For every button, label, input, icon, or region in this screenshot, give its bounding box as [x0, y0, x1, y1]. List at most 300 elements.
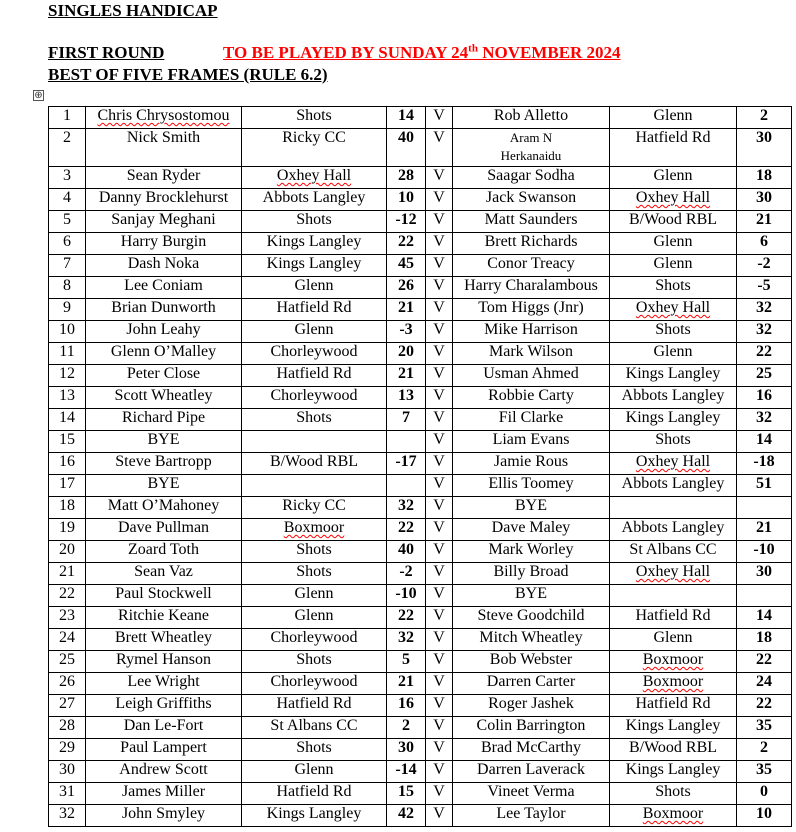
table-row: [49, 387, 792, 409]
table-row: [49, 717, 792, 739]
versus-label: V: [426, 739, 453, 761]
fixture-number: 22: [49, 585, 86, 607]
fixture-number: 16: [49, 453, 86, 475]
home-handicap: [387, 431, 426, 453]
home-player: Dave Pullman: [86, 519, 242, 541]
home-club: Glenn: [242, 585, 387, 607]
fixture-number: 4: [49, 189, 86, 211]
away-club: Kings Langley: [610, 365, 737, 387]
home-club: [242, 431, 387, 453]
home-player: Matt O’Mahoney: [86, 497, 242, 519]
away-club: Abbots Langley: [610, 387, 737, 409]
away-handicap: 16: [737, 387, 792, 409]
away-player: Bob Webster: [453, 651, 610, 673]
away-club-text: Oxhey Hall: [635, 563, 711, 580]
away-club: [610, 585, 737, 607]
home-player: Paul Stockwell: [86, 585, 242, 607]
home-handicap: -2: [387, 563, 426, 585]
away-handicap: 14: [737, 431, 792, 453]
table-row: [49, 761, 792, 783]
home-handicap: 16: [387, 695, 426, 717]
versus-label: V: [426, 343, 453, 365]
away-handicap: 18: [737, 167, 792, 189]
away-player: Brad McCarthy: [453, 739, 610, 761]
versus-label: V: [426, 783, 453, 805]
home-club: Chorleywood: [242, 673, 387, 695]
fixtures-body: [49, 107, 792, 827]
away-player: BYE: [453, 497, 610, 519]
away-player: Ellis Toomey: [453, 475, 610, 497]
table-row: [49, 673, 792, 695]
home-player: Paul Lampert: [86, 739, 242, 761]
fixture-number: 15: [49, 431, 86, 453]
away-club-text: Boxmoor: [642, 805, 704, 822]
home-handicap: 22: [387, 233, 426, 255]
away-handicap: 2: [737, 739, 792, 761]
home-player: Dan Le-Fort: [86, 717, 242, 739]
home-handicap: 14: [387, 107, 426, 129]
fixture-number: 1: [49, 107, 86, 129]
away-club: Hatfield Rd: [610, 607, 737, 629]
home-player: Brian Dunworth: [86, 299, 242, 321]
away-player: Matt Saunders: [453, 211, 610, 233]
away-player: Saagar Sodha: [453, 167, 610, 189]
home-player: John Leahy: [86, 321, 242, 343]
versus-label: V: [426, 475, 453, 497]
home-handicap: 2: [387, 717, 426, 739]
home-club: Chorleywood: [242, 629, 387, 651]
away-handicap: 24: [737, 673, 792, 695]
away-club-text: Oxhey Hall: [635, 189, 711, 206]
away-club: Kings Langley: [610, 761, 737, 783]
away-handicap: 32: [737, 299, 792, 321]
fixture-number: 29: [49, 739, 86, 761]
away-club: [610, 563, 737, 585]
home-player: BYE: [86, 475, 242, 497]
home-player: Steve Bartropp: [86, 453, 242, 475]
home-player: John Smyley: [86, 805, 242, 827]
home-handicap: 7: [387, 409, 426, 431]
away-handicap: 51: [737, 475, 792, 497]
versus-label: V: [426, 299, 453, 321]
home-club: Ricky CC: [242, 129, 387, 167]
home-player: Brett Wheatley: [86, 629, 242, 651]
versus-label: V: [426, 629, 453, 651]
home-player: Dash Noka: [86, 255, 242, 277]
round-heading: FIRST ROUND: [48, 43, 165, 62]
home-player: [86, 107, 242, 129]
away-club-text: Boxmoor: [642, 651, 704, 668]
away-club: Shots: [610, 431, 737, 453]
table-row: [49, 211, 792, 233]
away-player: Mike Harrison: [453, 321, 610, 343]
fixture-number: 23: [49, 607, 86, 629]
fixture-number: 30: [49, 761, 86, 783]
deadline-ordinal: th: [468, 42, 478, 55]
home-player: Andrew Scott: [86, 761, 242, 783]
away-club: Glenn: [610, 629, 737, 651]
away-handicap: 32: [737, 409, 792, 431]
fixture-number: 3: [49, 167, 86, 189]
away-club: [610, 497, 737, 519]
fixture-number: 18: [49, 497, 86, 519]
home-handicap: 22: [387, 607, 426, 629]
table-row: [49, 651, 792, 673]
fixture-number: 7: [49, 255, 86, 277]
away-club: Kings Langley: [610, 717, 737, 739]
home-club: Kings Langley: [242, 805, 387, 827]
versus-label: V: [426, 673, 453, 695]
away-handicap: [737, 497, 792, 519]
away-club: Glenn: [610, 107, 737, 129]
away-player: Vineet Verma: [453, 783, 610, 805]
home-player: Harry Burgin: [86, 233, 242, 255]
home-handicap: 10: [387, 189, 426, 211]
home-player: Sean Ryder: [86, 167, 242, 189]
table-row: [49, 805, 792, 827]
fixture-number: 28: [49, 717, 86, 739]
table-row: [49, 343, 792, 365]
away-player: Roger Jashek: [453, 695, 610, 717]
home-handicap: 21: [387, 365, 426, 387]
away-handicap: 21: [737, 211, 792, 233]
home-handicap: 5: [387, 651, 426, 673]
away-handicap: -5: [737, 277, 792, 299]
fixture-number: 8: [49, 277, 86, 299]
home-club: Chorleywood: [242, 387, 387, 409]
fixture-number: 25: [49, 651, 86, 673]
home-handicap: 42: [387, 805, 426, 827]
fixture-number: 26: [49, 673, 86, 695]
home-handicap: 32: [387, 497, 426, 519]
away-handicap: 35: [737, 717, 792, 739]
away-handicap: 32: [737, 321, 792, 343]
fixture-number: 13: [49, 387, 86, 409]
home-club: Glenn: [242, 607, 387, 629]
away-player: Robbie Carty: [453, 387, 610, 409]
versus-label: V: [426, 805, 453, 827]
away-club-text: Oxhey Hall: [635, 453, 711, 470]
away-handicap: 25: [737, 365, 792, 387]
versus-label: V: [426, 211, 453, 233]
away-handicap: 6: [737, 233, 792, 255]
home-club: Chorleywood: [242, 343, 387, 365]
home-club: Ricky CC: [242, 497, 387, 519]
away-player: Harry Charalambous: [453, 277, 610, 299]
home-club: Hatfield Rd: [242, 365, 387, 387]
away-player: Usman Ahmed: [453, 365, 610, 387]
away-club-text: Boxmoor: [642, 673, 704, 690]
versus-label: V: [426, 365, 453, 387]
home-club: Hatfield Rd: [242, 299, 387, 321]
home-club: B/Wood RBL: [242, 453, 387, 475]
versus-label: V: [426, 541, 453, 563]
home-club: Shots: [242, 107, 387, 129]
home-player: Ritchie Keane: [86, 607, 242, 629]
away-player: [453, 129, 610, 167]
away-handicap: -10: [737, 541, 792, 563]
away-club: Glenn: [610, 167, 737, 189]
match-format: BEST OF FIVE FRAMES (RULE 6.2): [48, 65, 328, 84]
table-row: [49, 255, 792, 277]
versus-label: V: [426, 387, 453, 409]
table-row: [49, 233, 792, 255]
home-club: Abbots Langley: [242, 189, 387, 211]
away-handicap: 30: [737, 129, 792, 167]
home-handicap: 32: [387, 629, 426, 651]
table-row: [49, 585, 792, 607]
home-handicap: -12: [387, 211, 426, 233]
home-club: Glenn: [242, 277, 387, 299]
home-player: Richard Pipe: [86, 409, 242, 431]
table-row: [49, 739, 792, 761]
away-player: Fil Clarke: [453, 409, 610, 431]
table-row: [49, 453, 792, 475]
fixture-number: 11: [49, 343, 86, 365]
away-player: Conor Treacy: [453, 255, 610, 277]
versus-label: V: [426, 107, 453, 129]
fixture-number: 2: [49, 129, 86, 167]
away-club: B/Wood RBL: [610, 211, 737, 233]
away-club: [610, 805, 737, 827]
away-handicap: 10: [737, 805, 792, 827]
home-handicap: 40: [387, 129, 426, 167]
versus-label: V: [426, 233, 453, 255]
home-handicap: -17: [387, 453, 426, 475]
home-player: Rymel Hanson: [86, 651, 242, 673]
table-row: [49, 431, 792, 453]
home-handicap: 30: [387, 739, 426, 761]
fixture-number: 19: [49, 519, 86, 541]
table-row: [49, 695, 792, 717]
away-handicap: -2: [737, 255, 792, 277]
home-player: Sanjay Meghani: [86, 211, 242, 233]
away-player: Lee Taylor: [453, 805, 610, 827]
home-player: James Miller: [86, 783, 242, 805]
home-player: Sean Vaz: [86, 563, 242, 585]
home-club: [242, 167, 387, 189]
away-handicap: 18: [737, 629, 792, 651]
away-club: Kings Langley: [610, 409, 737, 431]
fixture-number: 14: [49, 409, 86, 431]
away-player: Steve Goodchild: [453, 607, 610, 629]
home-club: Hatfield Rd: [242, 783, 387, 805]
away-player: Dave Maley: [453, 519, 610, 541]
away-club: [610, 651, 737, 673]
table-row: [49, 189, 792, 211]
home-player: Nick Smith: [86, 129, 242, 167]
table-row: [49, 299, 792, 321]
away-player: Jack Swanson: [453, 189, 610, 211]
home-club: [242, 475, 387, 497]
home-club: Shots: [242, 541, 387, 563]
away-handicap: 22: [737, 695, 792, 717]
away-handicap: 35: [737, 761, 792, 783]
fixture-number: 27: [49, 695, 86, 717]
away-handicap: 22: [737, 651, 792, 673]
deadline-prefix: TO BE PLAYED BY SUNDAY 24: [223, 43, 469, 62]
away-club-text: Oxhey Hall: [635, 299, 711, 316]
home-handicap: 13: [387, 387, 426, 409]
home-handicap: -10: [387, 585, 426, 607]
versus-label: V: [426, 189, 453, 211]
away-club: [610, 189, 737, 211]
away-club: Shots: [610, 321, 737, 343]
away-handicap: 2: [737, 107, 792, 129]
home-handicap: -14: [387, 761, 426, 783]
versus-label: V: [426, 167, 453, 189]
move-icon[interactable]: ⊕: [34, 90, 43, 101]
fixture-number: 12: [49, 365, 86, 387]
table-row: [49, 365, 792, 387]
home-club: Shots: [242, 563, 387, 585]
home-club: Shots: [242, 211, 387, 233]
home-player: Peter Close: [86, 365, 242, 387]
away-club: St Albans CC: [610, 541, 737, 563]
home-handicap: 28: [387, 167, 426, 189]
fixtures-table: [48, 106, 792, 827]
table-row: [49, 277, 792, 299]
table-row: [49, 519, 792, 541]
home-player: Scott Wheatley: [86, 387, 242, 409]
versus-label: V: [426, 409, 453, 431]
table-row: [49, 107, 792, 129]
table-row: [49, 409, 792, 431]
away-handicap: [737, 585, 792, 607]
home-handicap: 45: [387, 255, 426, 277]
home-club: [242, 519, 387, 541]
table-row: [49, 541, 792, 563]
versus-label: V: [426, 651, 453, 673]
table-row: [49, 783, 792, 805]
versus-label: V: [426, 321, 453, 343]
deadline-rest: NOVEMBER 2024: [477, 43, 621, 62]
home-player: Zoard Toth: [86, 541, 242, 563]
away-handicap: 22: [737, 343, 792, 365]
away-club: [610, 673, 737, 695]
versus-label: V: [426, 453, 453, 475]
home-club: St Albans CC: [242, 717, 387, 739]
fixture-number: 24: [49, 629, 86, 651]
home-handicap: 40: [387, 541, 426, 563]
home-player: Leigh Griffiths: [86, 695, 242, 717]
versus-label: V: [426, 519, 453, 541]
away-handicap: 14: [737, 607, 792, 629]
away-player: Liam Evans: [453, 431, 610, 453]
home-player: Lee Coniam: [86, 277, 242, 299]
versus-label: V: [426, 761, 453, 783]
home-club-text: Oxhey Hall: [276, 167, 352, 184]
home-club: Glenn: [242, 761, 387, 783]
fixture-number: 6: [49, 233, 86, 255]
away-player: Colin Barrington: [453, 717, 610, 739]
fixture-number: 5: [49, 211, 86, 233]
fixture-number: 32: [49, 805, 86, 827]
away-handicap: 30: [737, 189, 792, 211]
home-club: Kings Langley: [242, 233, 387, 255]
table-row: [49, 167, 792, 189]
home-handicap: 21: [387, 299, 426, 321]
away-club: Glenn: [610, 233, 737, 255]
away-club: Shots: [610, 783, 737, 805]
away-club: Glenn: [610, 255, 737, 277]
home-handicap: 22: [387, 519, 426, 541]
away-club: [610, 453, 737, 475]
versus-label: V: [426, 607, 453, 629]
fixture-number: 31: [49, 783, 86, 805]
home-player-text: Chris Chrysostomou: [97, 107, 230, 124]
home-club: Shots: [242, 409, 387, 431]
versus-label: V: [426, 497, 453, 519]
versus-label: V: [426, 129, 453, 167]
home-player: Glenn O’Malley: [86, 343, 242, 365]
away-handicap: 0: [737, 783, 792, 805]
away-player: BYE: [453, 585, 610, 607]
away-player-name: Aram N Herkanaidu: [500, 130, 562, 163]
table-row: [49, 321, 792, 343]
away-club: B/Wood RBL: [610, 739, 737, 761]
away-player: Mark Wilson: [453, 343, 610, 365]
away-club: [610, 299, 737, 321]
fixture-number: 17: [49, 475, 86, 497]
home-player: Lee Wright: [86, 673, 242, 695]
table-row: [49, 475, 792, 497]
table-row: [49, 563, 792, 585]
away-player: Jamie Rous: [453, 453, 610, 475]
home-handicap: 21: [387, 673, 426, 695]
home-handicap: 26: [387, 277, 426, 299]
home-handicap: -3: [387, 321, 426, 343]
home-player: Danny Brocklehurst: [86, 189, 242, 211]
away-handicap: 21: [737, 519, 792, 541]
home-club: Shots: [242, 651, 387, 673]
home-club: Hatfield Rd: [242, 695, 387, 717]
away-club: Abbots Langley: [610, 519, 737, 541]
document-title: SINGLES HANDICAP: [48, 1, 218, 20]
away-player: Billy Broad: [453, 563, 610, 585]
table-row: [49, 497, 792, 519]
away-player: Tom Higgs (Jnr): [453, 299, 610, 321]
home-handicap: 20: [387, 343, 426, 365]
home-handicap: [387, 475, 426, 497]
versus-label: V: [426, 717, 453, 739]
versus-label: V: [426, 255, 453, 277]
versus-label: V: [426, 431, 453, 453]
fixture-number: 21: [49, 563, 86, 585]
fixture-number: 20: [49, 541, 86, 563]
away-player: Darren Laverack: [453, 761, 610, 783]
fixture-number: 10: [49, 321, 86, 343]
home-player: BYE: [86, 431, 242, 453]
away-club: Hatfield Rd: [610, 695, 737, 717]
away-club: Shots: [610, 277, 737, 299]
away-player: Mark Worley: [453, 541, 610, 563]
versus-label: V: [426, 277, 453, 299]
away-handicap: -18: [737, 453, 792, 475]
away-club: Glenn: [610, 343, 737, 365]
fixture-number: 9: [49, 299, 86, 321]
home-club: Kings Langley: [242, 255, 387, 277]
away-player: Darren Carter: [453, 673, 610, 695]
away-club: Abbots Langley: [610, 475, 737, 497]
deadline-notice: [223, 43, 621, 63]
home-club-text: Boxmoor: [283, 519, 345, 536]
home-handicap: 15: [387, 783, 426, 805]
versus-label: V: [426, 695, 453, 717]
away-club: Hatfield Rd: [610, 129, 737, 167]
versus-label: V: [426, 563, 453, 585]
away-player: Rob Alletto: [453, 107, 610, 129]
